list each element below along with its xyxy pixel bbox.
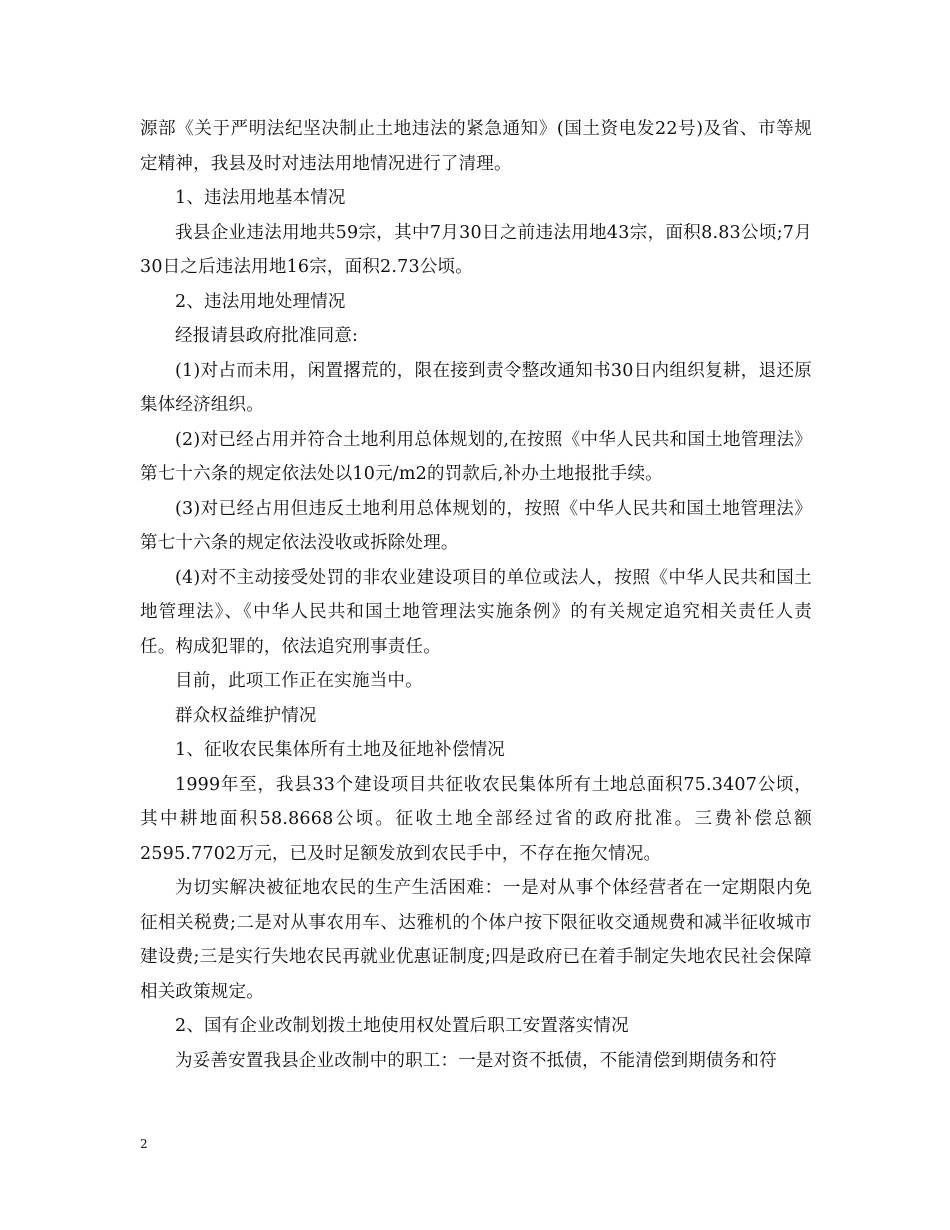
section-heading: 1、违法用地基本情况	[175, 188, 346, 208]
list-item: (4)对不主动接受处罚的非农业建设项目的单位或法人，按照《中华人民共和国土地管理法》、《中华人民共和国土地管理法实施条例》的有关规定追究相关责任人责任。构成犯罪的，依法追究刑事责任。	[140, 567, 812, 657]
paragraph: 1999年至，我县33个建设项目共征收农民集体所有土地总面积75.3407公顷，其中耕地面积58.8668公顷。征收土地全部经过省的政府批准。三费补偿总额2595.7702万元，已及时足额发放到农民手中，不存在拖欠情况。	[140, 774, 812, 864]
section-heading: 2、国有企业改制划拨土地使用权处置后职工安置落实情况	[175, 1016, 629, 1036]
list-item: (3)对已经占用但违反土地利用总体规划的，按照《中华人民共和国土地管理法》第七十六条的规定依法没收或拆除处理。	[140, 498, 812, 553]
paragraph: 我县企业违法用地共59宗，其中7月30日之前违法用地43宗，面积8.83公顷;7月30日之后违法用地16宗，面积2.73公顷。	[140, 222, 812, 277]
section-heading: 群众权益维护情况	[175, 705, 317, 726]
document-body	[140, 112, 812, 1078]
list-item: (1)对占而未用，闲置撂荒的，限在接到责令整改通知书30日内组织复耕，退还原集体经济组织。	[140, 360, 812, 415]
section-heading: 1、征收农民集体所有土地及征地补偿情况	[175, 740, 505, 760]
section-heading: 2、违法用地处理情况	[175, 291, 346, 312]
paragraph: 目前，此项工作正在实施当中。	[175, 671, 423, 691]
paragraph: 为切实解决被征地农民的生产生活困难：一是对从事个体经营者在一定期限内免征相关税费;二是对从事农用车、达雅机的个体户按下限征收交通规费和减半征收城市建设费;三是实行失地农民再就业优惠证制度;四是政府已在着手制定失地农民社会保障相关政策规定。	[140, 878, 812, 1002]
paragraph: 经报请县政府批准同意:	[175, 326, 359, 346]
list-item: (2)对已经占用并符合土地利用总体规划的,在按照《中华人民共和国土地管理法》第七十六条的规定依法处以10元/m2的罚款后,补办土地报批手续。	[140, 429, 812, 484]
page-number: 2	[140, 1137, 148, 1151]
paragraph: 为妥善安置我县企业改制中的职工：一是对资不抵债，不能清偿到期债务和符	[175, 1050, 777, 1071]
paragraph: 源部《关于严明法纪坚决制止土地违法的紧急通知》(国土资电发22号)及省、市等规定精神，我县及时对违法用地情况进行了清理。	[140, 119, 812, 174]
